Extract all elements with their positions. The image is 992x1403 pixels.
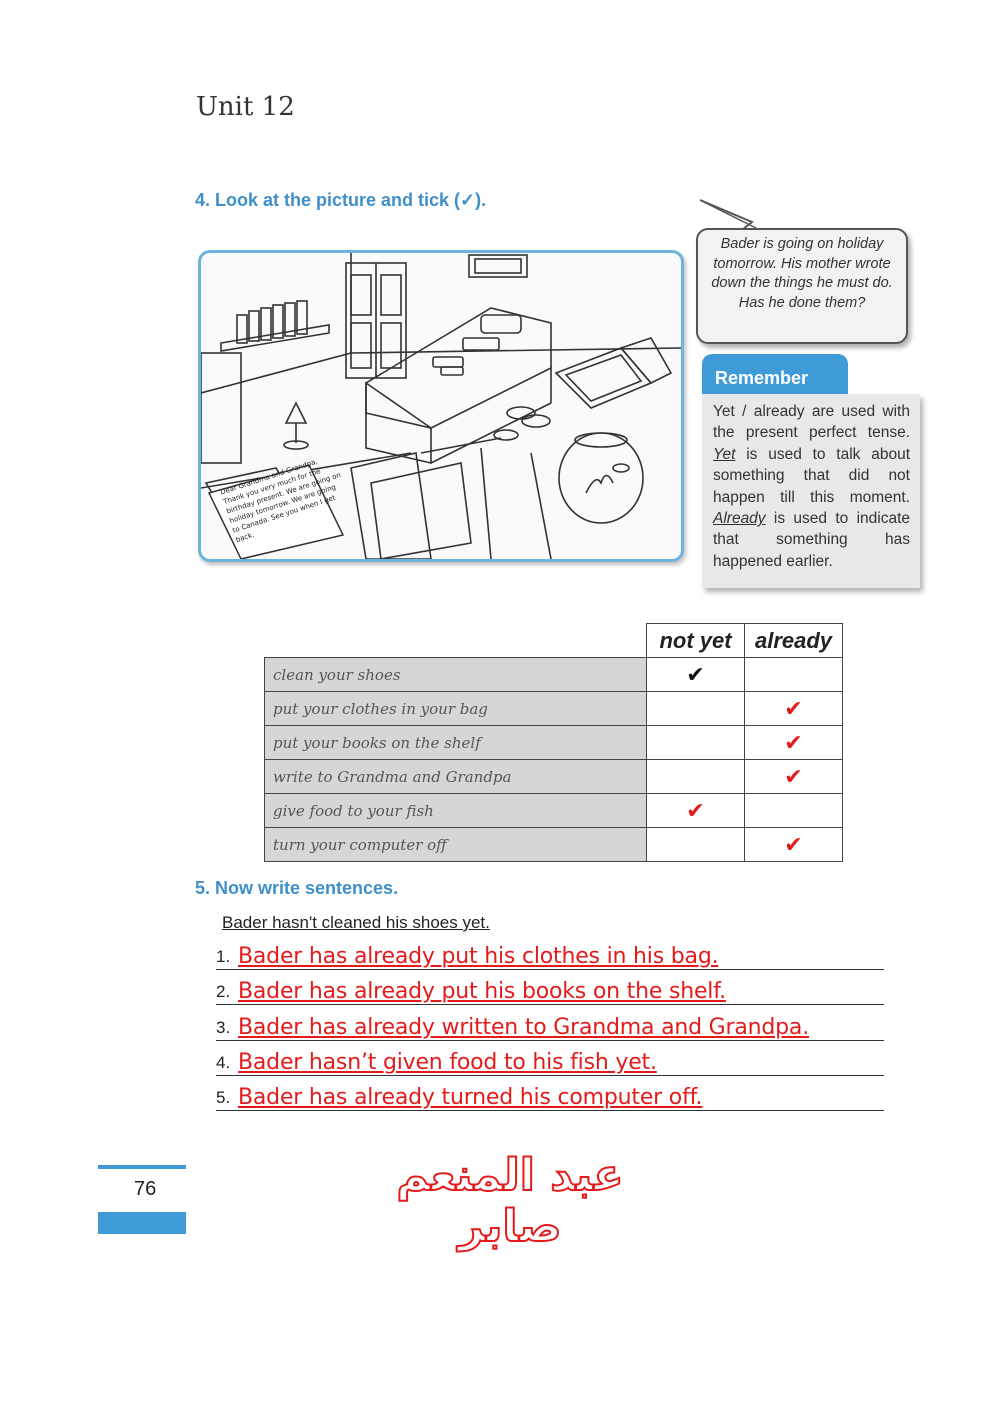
answer-text: Bader has already put his books on the shelf. bbox=[238, 979, 726, 1004]
page-number-rule bbox=[98, 1165, 186, 1169]
task-label: put your clothes in your bag bbox=[265, 692, 647, 726]
speech-bubble-tail bbox=[700, 198, 760, 232]
speech-bubble bbox=[696, 228, 908, 344]
not-yet-cell[interactable] bbox=[647, 692, 745, 726]
unit-title: Unit 12 bbox=[196, 92, 295, 122]
answer-text: Bader has already written to Grandma and Grandpa. bbox=[238, 1015, 809, 1040]
header-already: already bbox=[745, 624, 843, 658]
answer-number: 3. bbox=[216, 1018, 231, 1037]
remember-text-1: Yet / already are used with the present perfect tense. bbox=[713, 403, 910, 442]
already-cell[interactable] bbox=[745, 658, 843, 692]
already-cell[interactable]: ✔ bbox=[745, 692, 843, 726]
task-label: turn your computer off bbox=[265, 828, 647, 862]
letter-text: Dear Grandma and Grandpa, Thank you very much for the birthday present. We are going on holiday tomorrow. We are going to Canada. See you when I get back. bbox=[219, 457, 342, 545]
answer-line[interactable] bbox=[216, 935, 884, 970]
already-word: Already bbox=[713, 510, 766, 528]
header-not-yet: not yet bbox=[647, 624, 745, 658]
answer-text: Bader hasn’t given food to his fish yet. bbox=[238, 1050, 657, 1075]
yet-word: Yet bbox=[713, 445, 736, 463]
already-cell[interactable]: ✔ bbox=[745, 726, 843, 760]
task-label: put your books on the shelf bbox=[265, 726, 647, 760]
table-header-row bbox=[265, 624, 843, 658]
not-yet-cell[interactable]: ✔ bbox=[647, 658, 745, 692]
speech-bubble-text: Bader is going on holiday tomorrow. His mother wrote down the things he must do. Has he done them? bbox=[711, 236, 893, 311]
answer-line[interactable] bbox=[216, 1041, 884, 1076]
exercise-5-heading: 5. Now write sentences. bbox=[195, 878, 399, 898]
remember-box bbox=[702, 394, 920, 588]
bedroom-illustration bbox=[198, 250, 684, 562]
answer-text: Bader has already turned his computer off. bbox=[238, 1085, 703, 1110]
already-cell[interactable]: ✔ bbox=[745, 760, 843, 794]
table-row bbox=[265, 760, 843, 794]
table-row bbox=[265, 794, 843, 828]
answer-line[interactable] bbox=[216, 1076, 884, 1111]
example-sentence: Bader hasn't cleaned his shoes yet. bbox=[222, 913, 490, 932]
remember-text-2: is used to talk about something that did not happen till this moment. bbox=[713, 445, 910, 506]
answer-number: 1. bbox=[216, 947, 231, 966]
answer-line[interactable] bbox=[216, 1006, 884, 1041]
already-cell[interactable] bbox=[745, 794, 843, 828]
already-cell[interactable]: ✔ bbox=[745, 828, 843, 862]
answer-number: 2. bbox=[216, 982, 231, 1001]
remember-text-3: is used to indicate that something has happened earlier. bbox=[713, 510, 911, 570]
table-corner bbox=[265, 624, 647, 658]
not-yet-cell[interactable] bbox=[647, 828, 745, 862]
table-row bbox=[265, 658, 843, 692]
table-row bbox=[265, 726, 843, 760]
remember-tab: Remember bbox=[702, 354, 848, 394]
task-label: give food to your fish bbox=[265, 794, 647, 828]
answer-number: 4. bbox=[216, 1053, 231, 1072]
not-yet-cell[interactable] bbox=[647, 760, 745, 794]
task-label: write to Grandma and Grandpa bbox=[265, 760, 647, 794]
page-number-bar bbox=[98, 1212, 186, 1234]
not-yet-cell[interactable]: ✔ bbox=[647, 794, 745, 828]
table-row bbox=[265, 692, 843, 726]
answer-text: Bader has already put his clothes in his bag. bbox=[238, 944, 719, 969]
table-row bbox=[265, 828, 843, 862]
exercise-4-heading: 4. Look at the picture and tick (✓). bbox=[195, 190, 487, 210]
answer-line[interactable] bbox=[216, 970, 884, 1005]
answer-number: 5. bbox=[216, 1088, 231, 1107]
page-number: 76 bbox=[134, 1178, 157, 1200]
not-yet-cell[interactable] bbox=[647, 726, 745, 760]
signature: عبد المنعم صابر bbox=[396, 1150, 624, 1252]
tick-table bbox=[264, 623, 843, 862]
task-label: clean your shoes bbox=[265, 658, 647, 692]
